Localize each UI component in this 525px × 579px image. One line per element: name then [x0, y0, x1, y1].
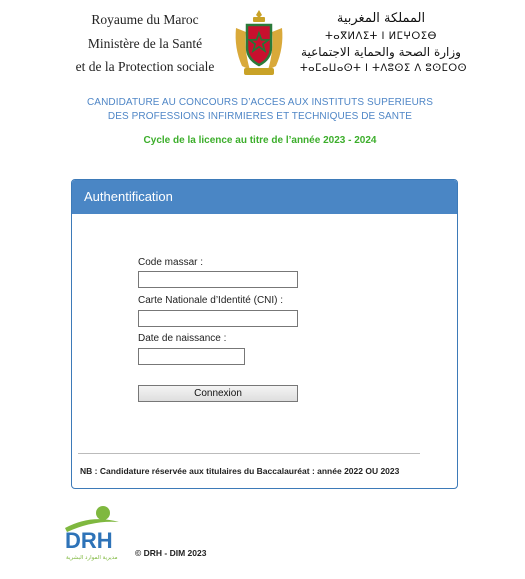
massar-label: Code massar :	[138, 257, 204, 268]
massar-input[interactable]	[138, 271, 298, 288]
kingdom-name-ar: المملكة المغربية	[336, 11, 426, 26]
ministry-name-tifinagh: ⵜⴰⵎⴰⵡⴰⵙⵜ ⵏ ⵜⴷⵓⵙⵉ ⴷ ⵓⵙⵎⵔⵙ	[300, 63, 468, 74]
divider	[78, 453, 420, 454]
drh-logo-icon	[63, 504, 125, 562]
ministry-name-fr-line-2: Ministère de la Santé	[87, 36, 203, 51]
page-title-line-2: DES PROFESSIONS INFIRMIERES ET TECHNIQUES DE SANTE	[107, 111, 413, 122]
login-button[interactable]: Connexion	[138, 385, 298, 402]
moroccan-coat-of-arms-icon	[232, 8, 286, 78]
page-title-line-1: CANDIDATURE AU CONCOURS D’ACCES AUX INSTITUTS SUPERIEURS	[86, 97, 433, 108]
login-panel	[71, 179, 458, 489]
cycle-subtitle: Cycle de la licence au titre de l’année 2023 - 2024	[143, 135, 377, 146]
drh-logo-caption: مديرية الموارد البشرية	[66, 555, 118, 561]
cni-label: Carte Nationale d’Identité (CNI) :	[138, 295, 284, 306]
panel-heading: Authentification	[72, 180, 457, 214]
ministry-name-fr-line-1: Royaume du Maroc	[91, 12, 199, 27]
kingdom-name-tifinagh: ⵜⴰⴳⵍⴷⵉⵜ ⵏ ⵍⵎⵖⵔⵉⴱ	[325, 31, 437, 42]
birthdate-input[interactable]	[138, 348, 245, 365]
birthdate-label: Date de naissance :	[138, 333, 227, 344]
ministry-name-fr-line-3: et de la Protection sociale	[75, 59, 215, 74]
cni-input[interactable]	[138, 310, 298, 327]
page-header	[0, 0, 525, 85]
ministry-name-ar: وزارة الصحة والحماية الاجتماعية	[301, 45, 461, 59]
eligibility-note: NB : Candidature réservée aux titulaires du Baccalauréat : année 2022 OU 2023	[80, 466, 400, 476]
copyright: © DRH - DIM 2023	[135, 548, 207, 558]
drh-logo-text: DRH	[65, 528, 113, 553]
